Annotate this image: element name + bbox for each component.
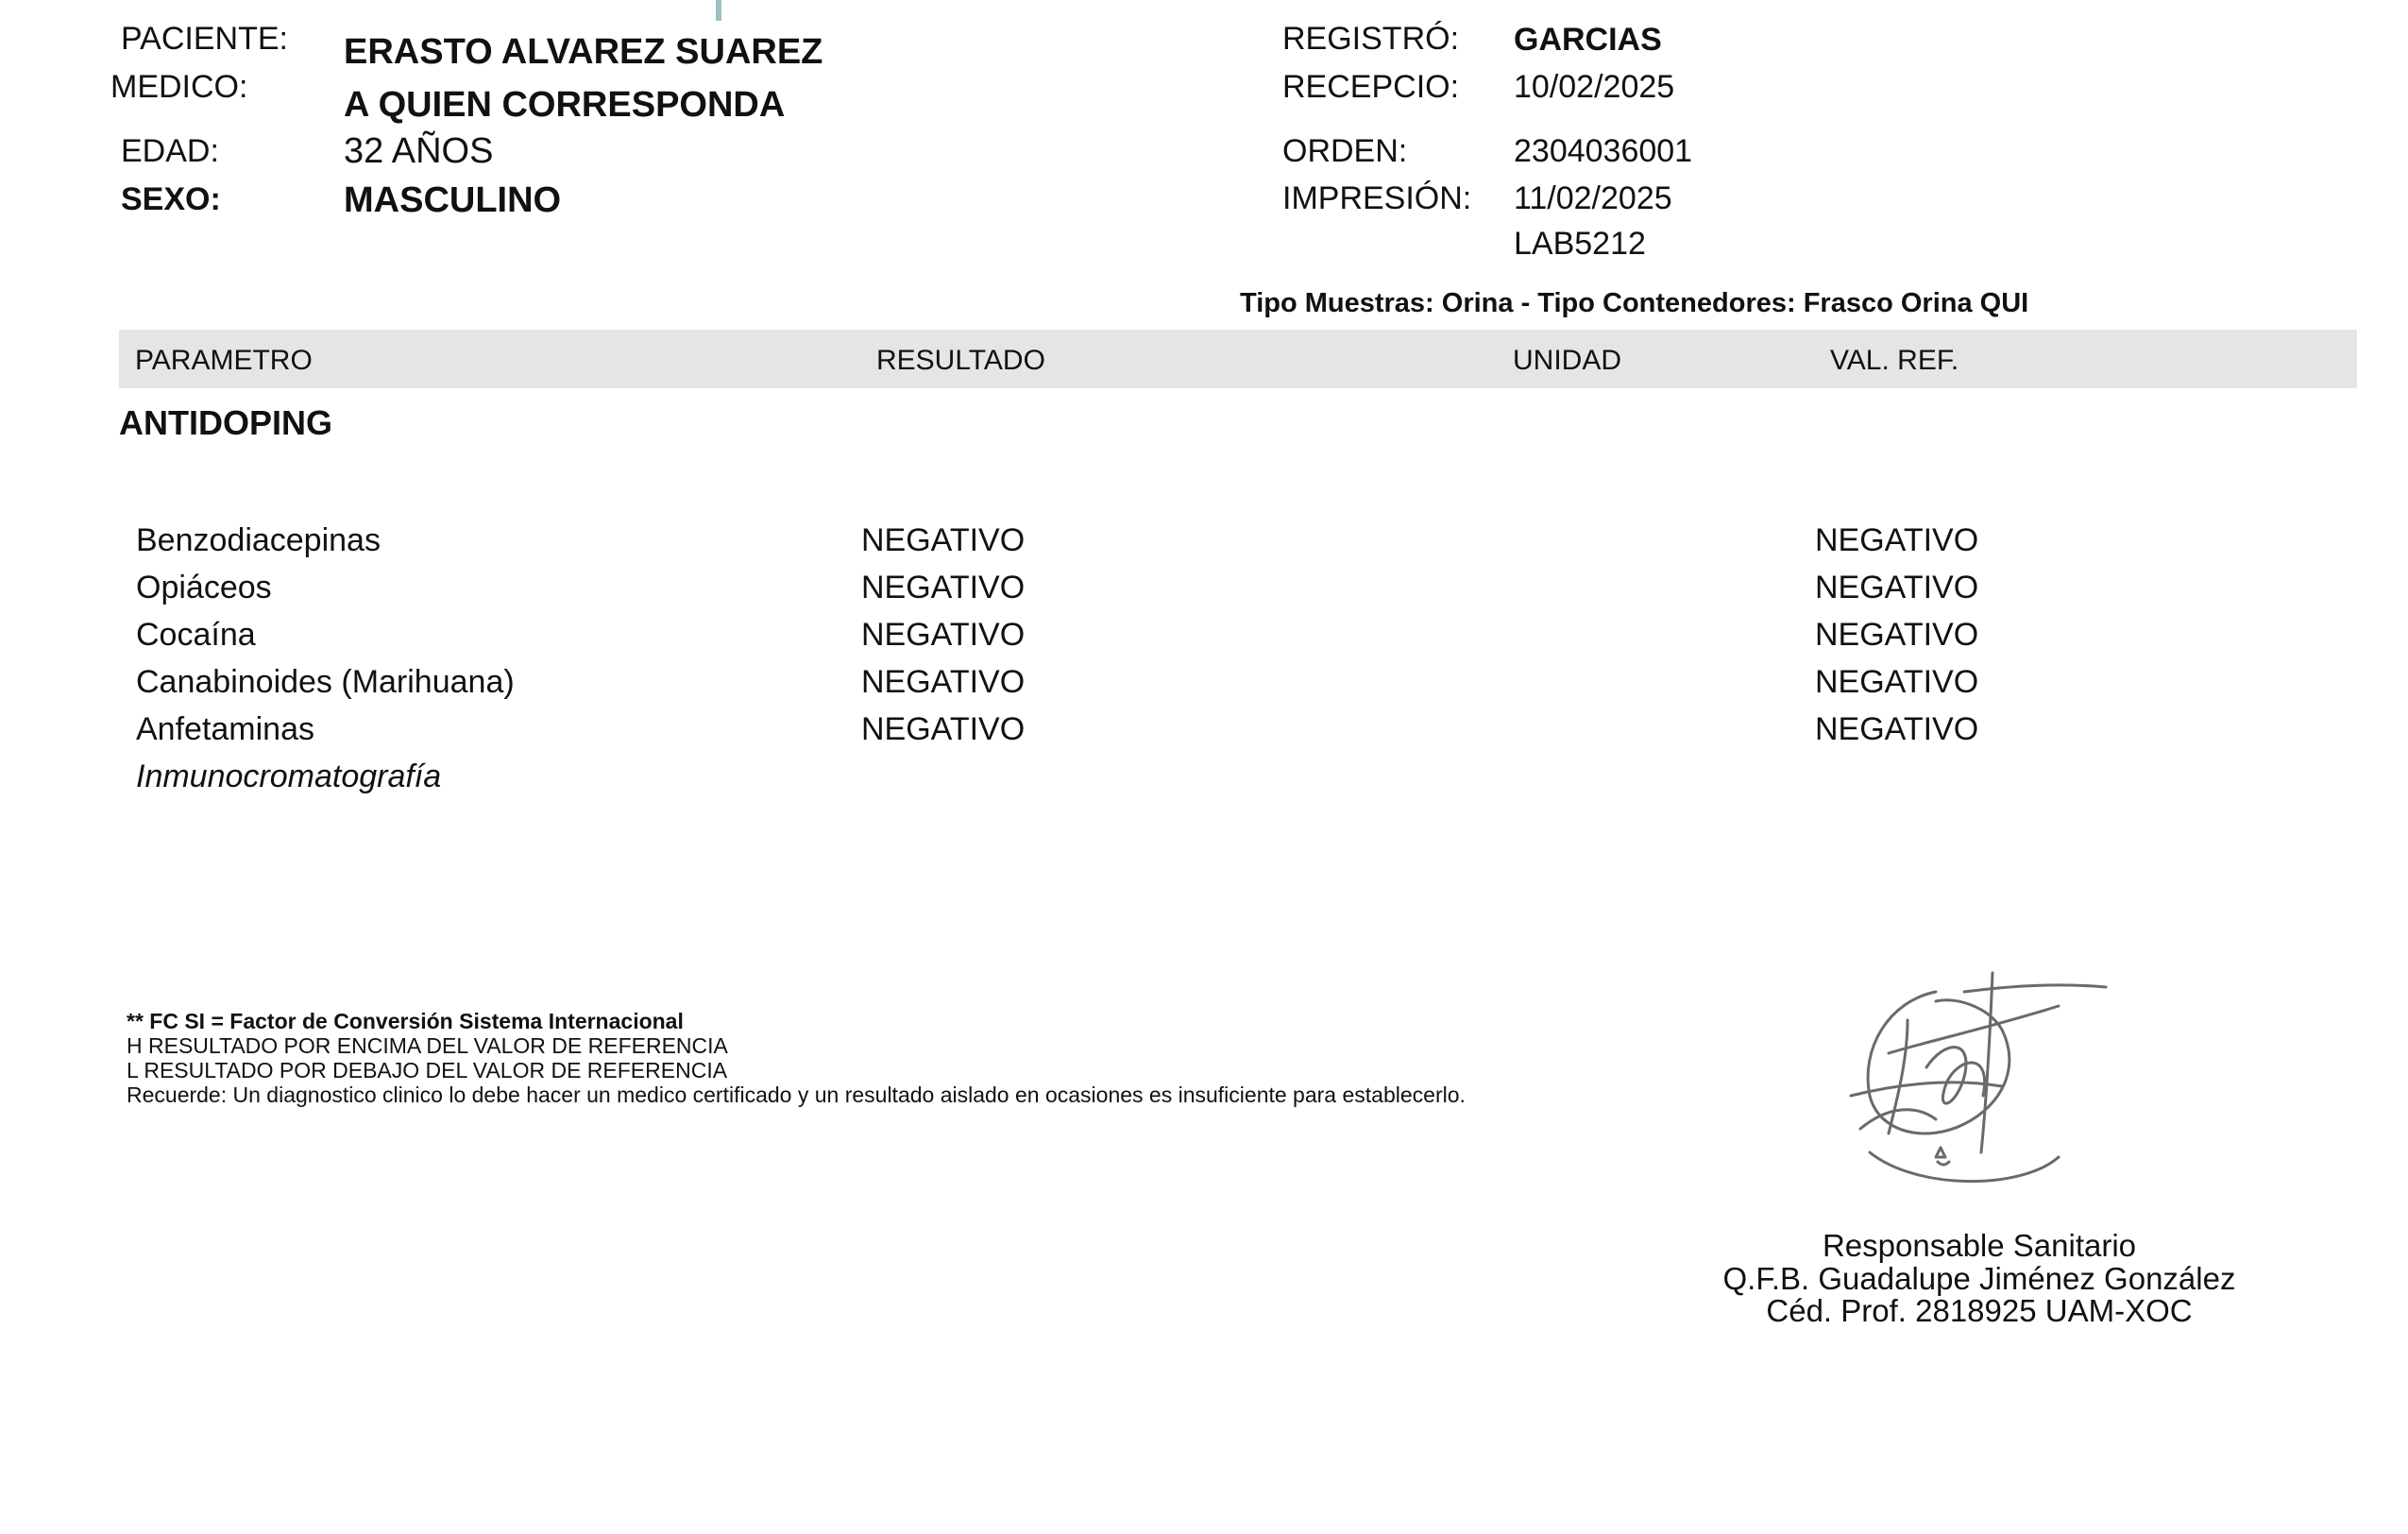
logo-fragment bbox=[716, 0, 721, 21]
row-reference: NEGATIVO bbox=[1815, 617, 1979, 653]
signature-license: Céd. Prof. 2818925 UAM-XOC bbox=[1766, 1293, 2193, 1328]
column-header-unit: UNIDAD bbox=[1513, 345, 1622, 376]
print-label: IMPRESIÓN: bbox=[1282, 180, 1472, 216]
footnote-fc: ** FC SI = Factor de Conversión Sistema Internacional bbox=[127, 1009, 684, 1033]
age-label: EDAD: bbox=[121, 133, 219, 169]
registered-by-label: REGISTRÓ: bbox=[1282, 21, 1460, 57]
row-reference: NEGATIVO bbox=[1815, 664, 1979, 700]
age-value: 32 AÑOS bbox=[344, 131, 494, 171]
registered-by-value: GARCIAS bbox=[1514, 22, 1662, 58]
sex-label: SEXO: bbox=[121, 181, 221, 217]
method-note: Inmunocromatografía bbox=[136, 758, 442, 794]
patient-label: PACIENTE: bbox=[121, 21, 288, 57]
footnote-high: H RESULTADO POR ENCIMA DEL VALOR DE REFERENCIA bbox=[127, 1033, 728, 1058]
section-title: ANTIDOPING bbox=[119, 403, 333, 442]
signature-name: Q.F.B. Guadalupe Jiménez González bbox=[1722, 1261, 2236, 1296]
row-parameter: Canabinoides (Marihuana) bbox=[136, 664, 515, 700]
row-reference: NEGATIVO bbox=[1815, 570, 1979, 605]
doctor-label: MEDICO: bbox=[110, 69, 248, 105]
footnote-low: L RESULTADO POR DEBAJO DEL VALOR DE REFERENCIA bbox=[127, 1058, 728, 1082]
row-reference: NEGATIVO bbox=[1815, 711, 1979, 747]
row-parameter: Anfetaminas bbox=[136, 711, 314, 747]
lab-code: LAB5212 bbox=[1514, 226, 1646, 262]
reception-label: RECEPCIO: bbox=[1282, 69, 1460, 105]
signature-icon bbox=[1832, 963, 2115, 1200]
row-parameter: Cocaína bbox=[136, 617, 256, 653]
row-result: NEGATIVO bbox=[861, 664, 1026, 700]
sample-info: Tipo Muestras: Orina - Tipo Contenedores: Frasco Orina QUI bbox=[1240, 288, 2029, 318]
order-label: ORDEN: bbox=[1282, 133, 1408, 169]
row-result: NEGATIVO bbox=[861, 570, 1026, 605]
patient-name: ERASTO ALVAREZ SUAREZ bbox=[344, 32, 823, 72]
row-result: NEGATIVO bbox=[861, 711, 1026, 747]
doctor-name: A QUIEN CORRESPONDA bbox=[344, 85, 786, 125]
signature-role: Responsable Sanitario bbox=[1822, 1228, 2137, 1263]
row-result: NEGATIVO bbox=[861, 522, 1026, 558]
column-header-result: RESULTADO bbox=[876, 345, 1045, 376]
column-header-parameter: PARAMETRO bbox=[135, 345, 313, 376]
column-header-reference: VAL. REF. bbox=[1830, 345, 1959, 376]
order-number: 2304036001 bbox=[1514, 133, 1693, 169]
reception-date: 10/02/2025 bbox=[1514, 69, 1675, 105]
sex-value: MASCULINO bbox=[344, 180, 562, 220]
print-date: 11/02/2025 bbox=[1514, 180, 1672, 216]
row-result: NEGATIVO bbox=[861, 617, 1026, 653]
row-reference: NEGATIVO bbox=[1815, 522, 1979, 558]
table-header bbox=[119, 330, 2357, 388]
row-parameter: Opiáceos bbox=[136, 570, 272, 605]
row-parameter: Benzodiacepinas bbox=[136, 522, 381, 558]
footnote-disclaimer: Recuerde: Un diagnostico clinico lo debe hacer un medico certificado y un resultado aislado en ocasiones es insuficiente para establecerlo. bbox=[127, 1082, 1466, 1107]
